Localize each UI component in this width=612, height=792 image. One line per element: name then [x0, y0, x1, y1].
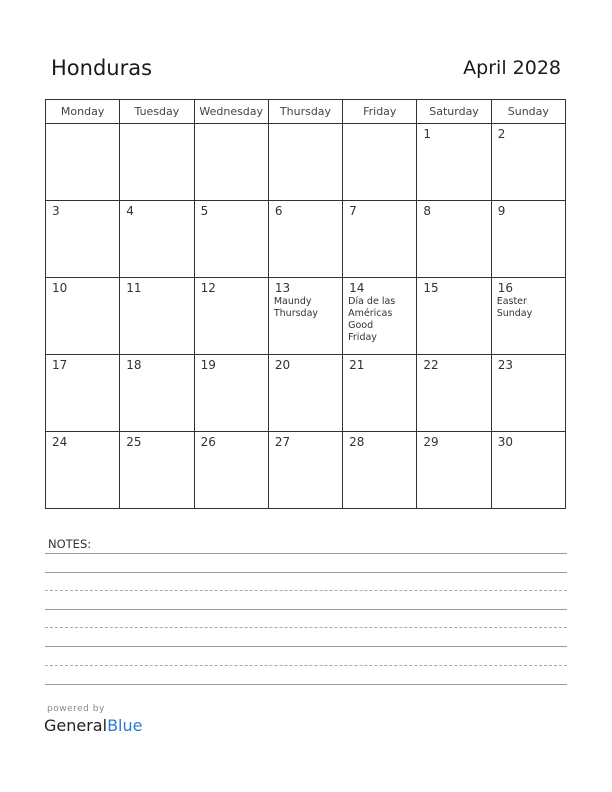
day-cell [46, 124, 120, 201]
day-number: 2 [497, 127, 506, 141]
weekday-header: Friday [343, 100, 417, 124]
day-cell [120, 124, 194, 201]
month-title: April 2028 [463, 57, 561, 79]
day-cell [120, 355, 194, 432]
notes-line [45, 646, 567, 647]
day-number [46, 124, 119, 127]
day-cell [46, 201, 120, 278]
day-cell [491, 124, 565, 201]
day-number: 17 [52, 358, 68, 372]
weekday-header-row [46, 100, 566, 124]
weekday-header: Thursday [268, 100, 342, 124]
day-cell [194, 201, 268, 278]
day-number [120, 124, 193, 127]
weekday-header: Monday [46, 100, 120, 124]
day-number: 25 [126, 435, 142, 449]
day-cell [343, 432, 417, 509]
powered-by-text: powered by [47, 704, 105, 714]
calendar-grid [45, 99, 566, 509]
weekday-header: Sunday [491, 100, 565, 124]
day-cell [491, 201, 565, 278]
day-number: 4 [126, 204, 134, 218]
day-cell [268, 278, 342, 355]
day-cell [46, 355, 120, 432]
week-row [46, 278, 566, 355]
day-number: 8 [423, 204, 432, 218]
day-cell [417, 432, 491, 509]
day-number: 5 [200, 204, 209, 218]
day-number: 3 [52, 204, 60, 218]
notes-line [45, 590, 567, 591]
day-number: 1 [423, 127, 432, 141]
day-cell [343, 124, 417, 201]
day-cell [120, 278, 194, 355]
day-cell [417, 201, 491, 278]
day-cell [120, 201, 194, 278]
day-number: 14 [349, 281, 365, 295]
day-cell [120, 432, 194, 509]
day-number [269, 124, 342, 127]
week-row [46, 355, 566, 432]
day-number: 6 [274, 204, 283, 218]
notes-line [45, 553, 567, 554]
week-row [46, 201, 566, 278]
day-number [195, 124, 268, 127]
day-cell [194, 355, 268, 432]
day-cell [268, 432, 342, 509]
day-number: 10 [52, 281, 68, 295]
day-cell [268, 355, 342, 432]
holiday-label: Maundy Thursday [273, 296, 319, 319]
day-cell [491, 278, 565, 355]
day-cell [417, 278, 491, 355]
day-cell [491, 355, 565, 432]
day-number: 15 [423, 281, 439, 295]
logo-blue: Blue [107, 716, 143, 735]
day-cell [343, 355, 417, 432]
day-cell [417, 355, 491, 432]
day-cell [194, 278, 268, 355]
day-number: 11 [126, 281, 142, 295]
day-number: 29 [423, 435, 439, 449]
logo-general: General [44, 716, 108, 735]
day-number: 26 [200, 435, 216, 449]
generalblue-logo [44, 716, 142, 735]
week-row [46, 432, 566, 509]
day-cell [268, 201, 342, 278]
day-number: 21 [349, 358, 365, 372]
notes-label: NOTES: [48, 537, 92, 551]
day-number: 12 [200, 281, 216, 295]
day-cell [194, 432, 268, 509]
notes-line [45, 627, 567, 628]
weekday-header: Tuesday [120, 100, 194, 124]
holiday-label: Día de las Américas Good Friday [348, 296, 396, 343]
notes-line [45, 665, 567, 666]
day-number: 16 [497, 281, 513, 295]
notes-line [45, 684, 567, 685]
day-number: 18 [126, 358, 142, 372]
day-number: 9 [497, 204, 506, 218]
day-number: 20 [274, 358, 291, 372]
notes-line [45, 609, 567, 610]
day-number [343, 124, 416, 127]
day-cell [491, 432, 565, 509]
day-cell [343, 278, 417, 355]
day-cell [343, 201, 417, 278]
day-number: 27 [274, 435, 291, 449]
day-number: 30 [497, 435, 513, 449]
day-number: 28 [349, 435, 365, 449]
week-row [46, 124, 566, 201]
day-cell [268, 124, 342, 201]
day-number: 19 [200, 358, 216, 372]
day-cell [46, 278, 120, 355]
day-number: 13 [274, 281, 291, 295]
holiday-label: Easter Sunday [496, 296, 533, 319]
country-title: Honduras [51, 56, 153, 80]
weekday-header: Saturday [417, 100, 491, 124]
day-cell [194, 124, 268, 201]
day-cell [46, 432, 120, 509]
day-number: 7 [349, 204, 357, 218]
notes-line [45, 572, 567, 573]
weekday-header: Wednesday [194, 100, 268, 124]
day-cell [417, 124, 491, 201]
day-number: 24 [52, 435, 68, 449]
day-number: 23 [497, 358, 513, 372]
day-number: 22 [423, 358, 439, 372]
